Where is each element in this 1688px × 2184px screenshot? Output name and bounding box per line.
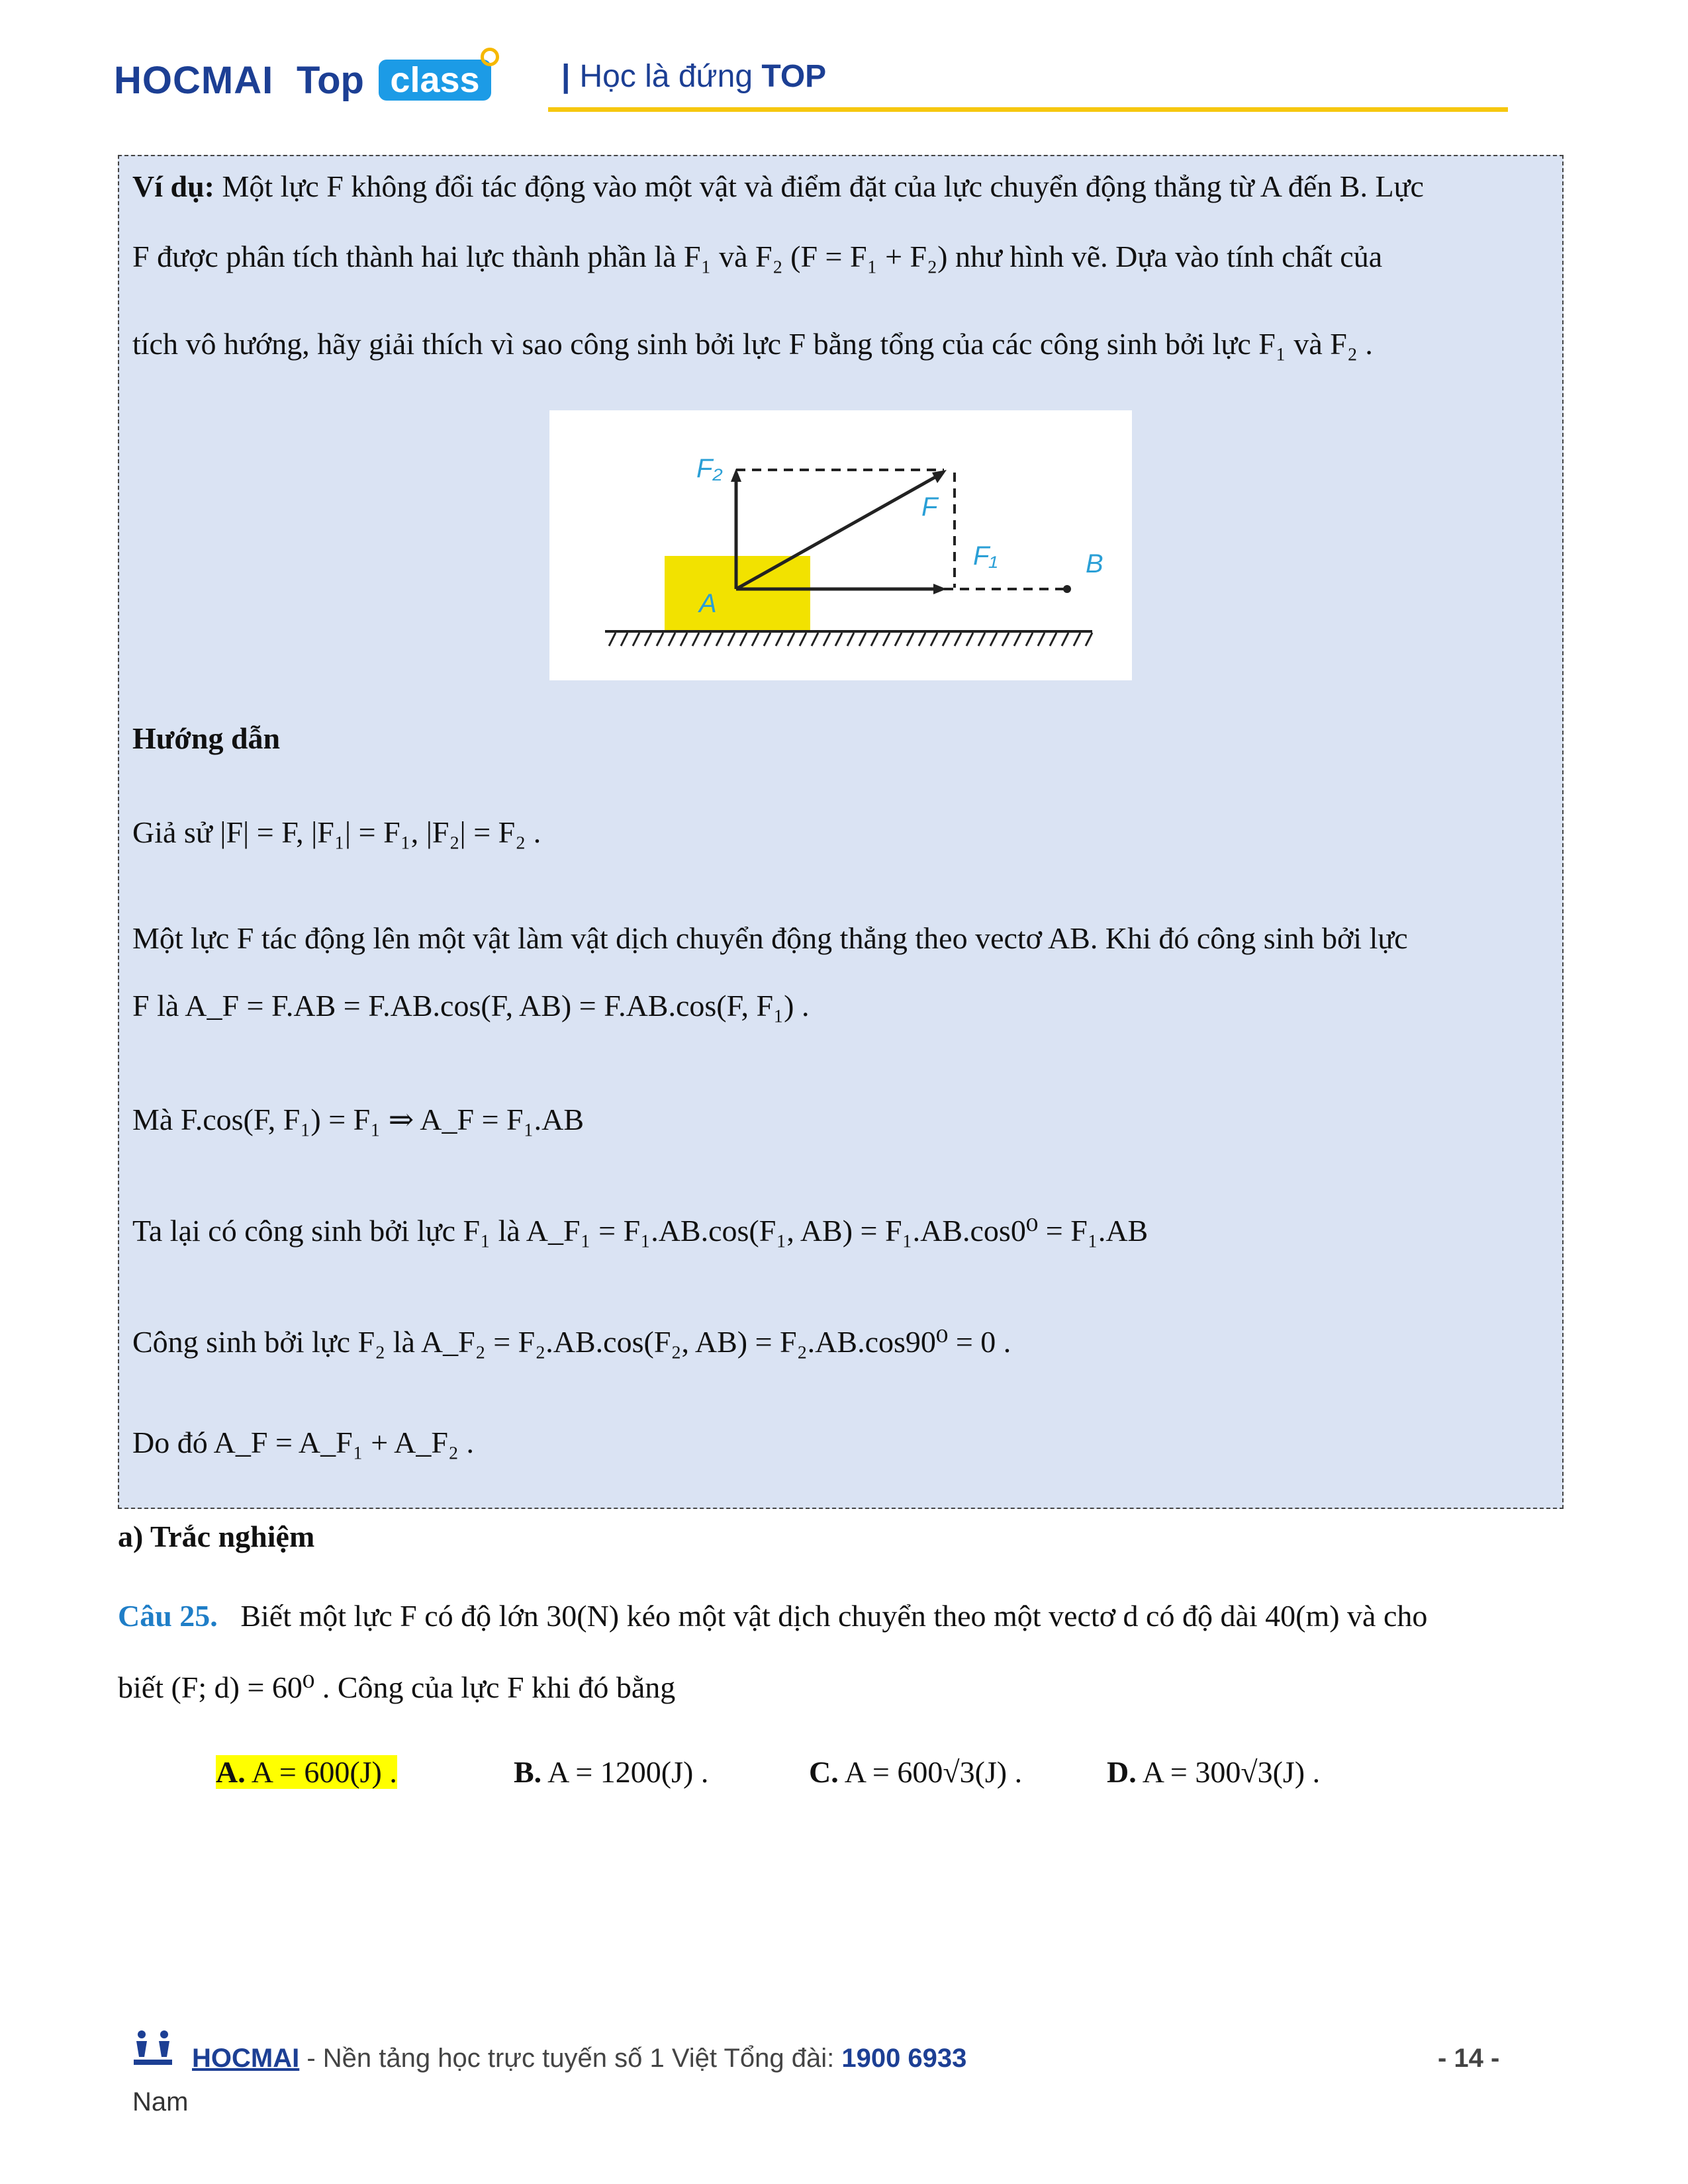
question-line-2: biết (F; d) = 60⁰ . Công của lực F khi đó bằng [118, 1670, 676, 1704]
sun-icon [481, 48, 499, 66]
label-f1: F₁ [973, 541, 998, 570]
hocmai-footer-icon [132, 2028, 173, 2068]
option-c[interactable]: C. A = 600√3(J) . [809, 1755, 1023, 1789]
brand-logo-class: class [379, 60, 491, 101]
force-diagram [549, 410, 1132, 680]
section-title: a) Trắc nghiệm [118, 1520, 315, 1553]
option-d[interactable]: D. A = 300√3(J) . [1107, 1755, 1321, 1789]
label-f2: F₂ [696, 454, 723, 483]
brand-logo: HOCMAI [114, 59, 274, 102]
question-line-1: Câu 25. Biết một lực F có độ lớn 30(N) kéo một vật dịch chuyển theo một vectơ d có độ dài 40(m) và cho [118, 1599, 1428, 1633]
question-number: Câu 25. [118, 1599, 218, 1633]
option-a[interactable]: A. A = 600(J) . [216, 1755, 397, 1789]
footer-text: HOCMAI - Nền tảng học trực tuyến số 1 Việt Tổng đài: 1900 6933 [192, 2044, 967, 2073]
label-a: A [699, 589, 717, 618]
solution-line-1: Giả sử |F| = F, |F₁| = F₁, |F₂| = F₂ . [132, 815, 541, 849]
solution-line-3: Mà F.cos(F, F₁) = F₁ ⇒ A_F = F₁.AB [132, 1103, 585, 1136]
example-line-1: Ví dụ: Một lực F không đổi tác động vào một vật và điểm đặt của lực chuyển động thẳng từ A đến B. Lực [132, 169, 1424, 203]
footer-nam: Nam [132, 2087, 189, 2116]
example-line-3: tích vô hướng, hãy giải thích vì sao công sinh bởi lực F bằng tổng của các công sinh bởi lực F₁ và F₂ . [132, 327, 1373, 361]
solution-line-2a: Một lực F tác động lên một vật làm vật dịch chuyển động thẳng theo vectơ AB. Khi đó công sinh bởi lực [132, 921, 1408, 955]
tagline: | Học là đứng TOP [561, 59, 827, 94]
label-f: F [921, 492, 938, 522]
option-b[interactable]: B. A = 1200(J) . [514, 1755, 709, 1789]
solution-line-2b: F là A_F = F.AB = F.AB.cos(F, AB) = F.AB.cos(F, F₁) . [132, 989, 810, 1023]
solution-line-4: Ta lại có công sinh bởi lực F₁ là A_F₁ = F₁.AB.cos(F₁, AB) = F₁.AB.cos0⁰ = F₁.AB [132, 1214, 1149, 1248]
solution-title: Hướng dẫn [132, 721, 281, 755]
example-line-2: F được phân tích thành hai lực thành phần là F₁ và F₂ (F = F₁ + F₂) như hình vẽ. Dựa vào tính chất của [132, 240, 1383, 273]
solution-line-6: Do đó A_F = A_F₁ + A_F₂ . [132, 1426, 474, 1459]
header-divider [548, 107, 1508, 112]
label-b: B [1086, 549, 1103, 578]
page-number: - 14 - [1438, 2044, 1500, 2073]
solution-line-5: Công sinh bởi lực F₂ là A_F₂ = F₂.AB.cos(F₂, AB) = F₂.AB.cos90⁰ = 0 . [132, 1325, 1011, 1359]
brand-logo-top: Top [297, 59, 364, 102]
